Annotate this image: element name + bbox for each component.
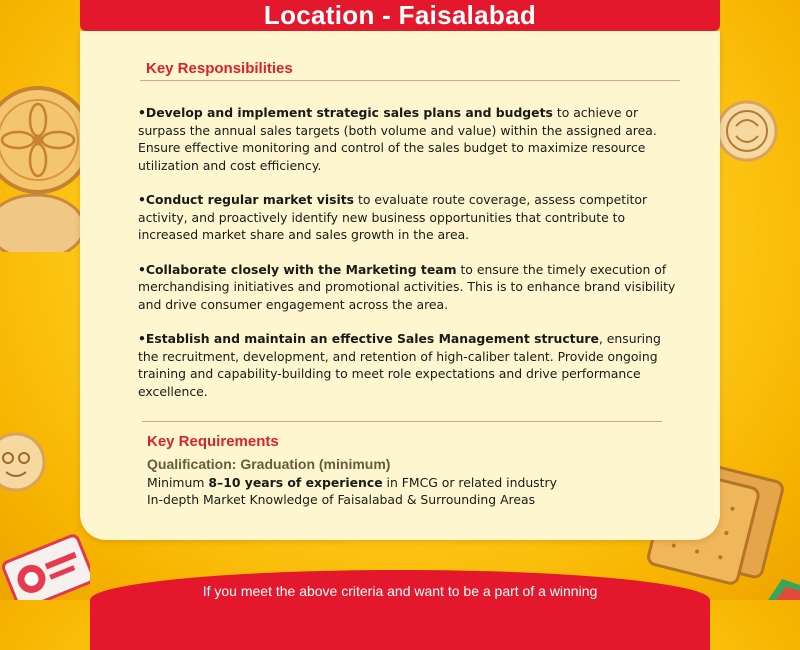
requirements-block [147,456,667,508]
footer-text: If you meet the above criteria and want to be a part of a winning [202,583,598,599]
item-text: , ensuring the recruitment, development, and retention of high-caliber talent. Provide ongoing training and capability-building to meet role expectations and drive performance excellence. [138,331,661,399]
item-bold-text: •Develop and implement strategic sales plans and budgets [138,105,553,120]
list-item [138,261,678,314]
experience-bold: 8–10 years of experience [208,475,383,490]
experience-suffix: in FMCG or related industry [382,475,557,490]
experience-prefix: Minimum [147,475,209,490]
responsibilities-list [138,104,678,417]
smiley-biscuit-icon [0,432,46,492]
item-bold-text: •Conduct regular market visits [138,192,355,207]
responsibilities-heading: Key Responsibilities [146,60,293,77]
list-item [138,104,678,174]
item-text: to achieve or surpass the annual sales targets (both volume and value) within the assigned area. Ensure effective monitoring and control of the sales budget to maximize resource utilization and cost efficiency. [138,105,657,173]
qualification-text: Qualification: Graduation (minimum) [147,456,391,472]
experience-text [147,474,667,491]
section-divider [142,421,662,422]
footer-banner [90,570,710,650]
requirements-heading: Key Requirements [147,433,279,450]
location-header [80,0,720,31]
list-item [138,330,678,400]
list-item [138,191,678,244]
item-bold-text: •Collaborate closely with the Marketing team [138,261,457,277]
item-bold-text: •Establish and maintain an effective Sales Management structure [138,331,599,346]
item-text: to ensure the timely execution of merchandising initiatives and promotional activities. This is to enhance brand visibility and drive consumer engagement across the area. [138,261,676,312]
location-title: Location - Faisalabad [263,0,537,30]
heading-divider [140,80,680,81]
stamped-biscuit-icon [716,100,778,162]
item-text: to evaluate route coverage, assess competitor activity, and proactively identify new business opportunities that contribute to increased market share and sales growth in the area. [138,192,648,242]
knowledge-text: In-depth Market Knowledge of Faisalabad & Surrounding Areas [147,492,536,507]
